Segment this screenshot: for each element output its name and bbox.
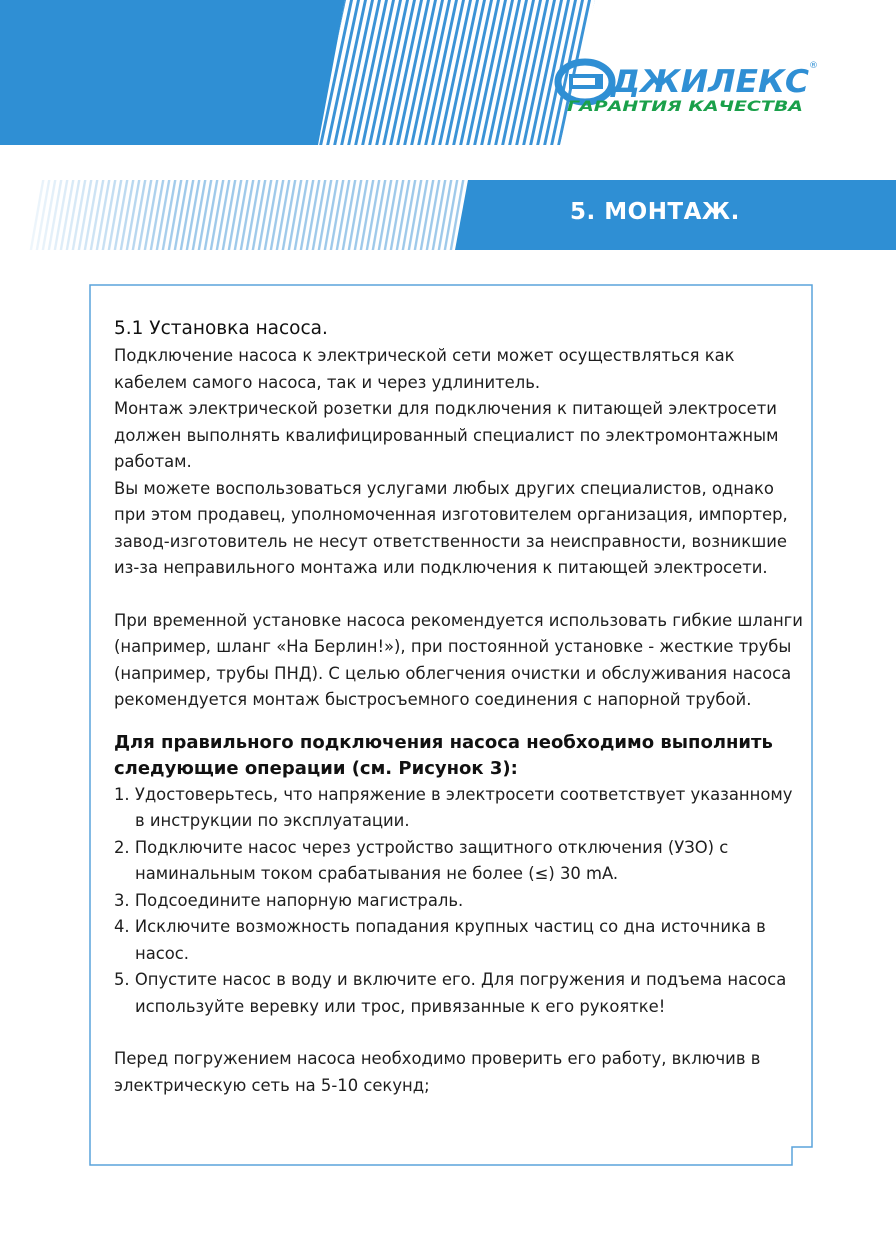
logo-brand-text: ДЖИЛЕКС — [609, 64, 810, 100]
paragraph-connection: Подключение насоса к электрической сети может осуществляться как кабелем самого насоса, так и через удлинитель. — [114, 346, 735, 392]
paragraph-hoses: При временной установке насоса рекомендуется использовать гибкие шланги (например, шланг «На Берлин!»), при постоянной установке - жесткие трубы (например, трубы ПНД). С целью облегчения очистки и обслуживания насоса рекомендуется монтаж быстросъемного соединения с напорной трубой. — [114, 610, 803, 709]
logo-registered-mark: ® — [809, 61, 818, 71]
list-item: 4. Исключите возможность попадания крупных частиц со дна источника в насос. — [114, 917, 766, 963]
list-item: 5. Опустите насос в воду и включите его. Для погружения и подъема насоса используйте веревку или трос, привязанные к его рукоятке! — [114, 970, 787, 1016]
paragraph-liability: Вы можете воспользоваться услугами любых других специалистов, однако при этом продавец, уполномоченная изготовителем организация, импортер, завод-изготовитель не несут ответственности за неисправности, возникшие из-за неправильного монтажа или подключения к питающей электросети. — [114, 478, 788, 577]
logo-tagline: ГАРАНТИЯ КАЧЕСТВА — [567, 99, 803, 115]
heading-installation: 5.1 Установка насоса. — [114, 318, 328, 339]
paragraph-socket: Монтаж электрической розетки для подключения к питающей электросети должен выполнять квалифицированный специалист по электромонтажным работам. — [114, 399, 779, 471]
paragraph-test-run: Перед погружением насоса необходимо проверить его работу, включив в электрическую сеть на 5-10 секунд; — [114, 1049, 761, 1095]
list-item: 2. Подключите насос через устройство защитного отключения (УЗО) с наминальным током срабатывания не более (≤) 30 mA. — [114, 837, 729, 883]
logo-mark-icon — [558, 62, 612, 102]
list-item: 1. Удостоверьтесь, что напряжение в электросети соответствует указанному в инструкции по эксплуатации. — [114, 784, 793, 830]
list-item: 3. Подсоедините напорную магистраль. — [114, 890, 464, 910]
section-title: 5. МОНТАЖ. — [570, 199, 740, 225]
header-decor-band — [0, 0, 610, 145]
heading-operations: Для правильного подключения насоса необходимо выполнить следующие операции (см. Рисунок 3): — [114, 731, 773, 779]
content-body — [114, 315, 804, 1099]
steps-list — [114, 782, 804, 1021]
section-header-band — [0, 180, 896, 250]
brand-logo — [553, 52, 823, 120]
